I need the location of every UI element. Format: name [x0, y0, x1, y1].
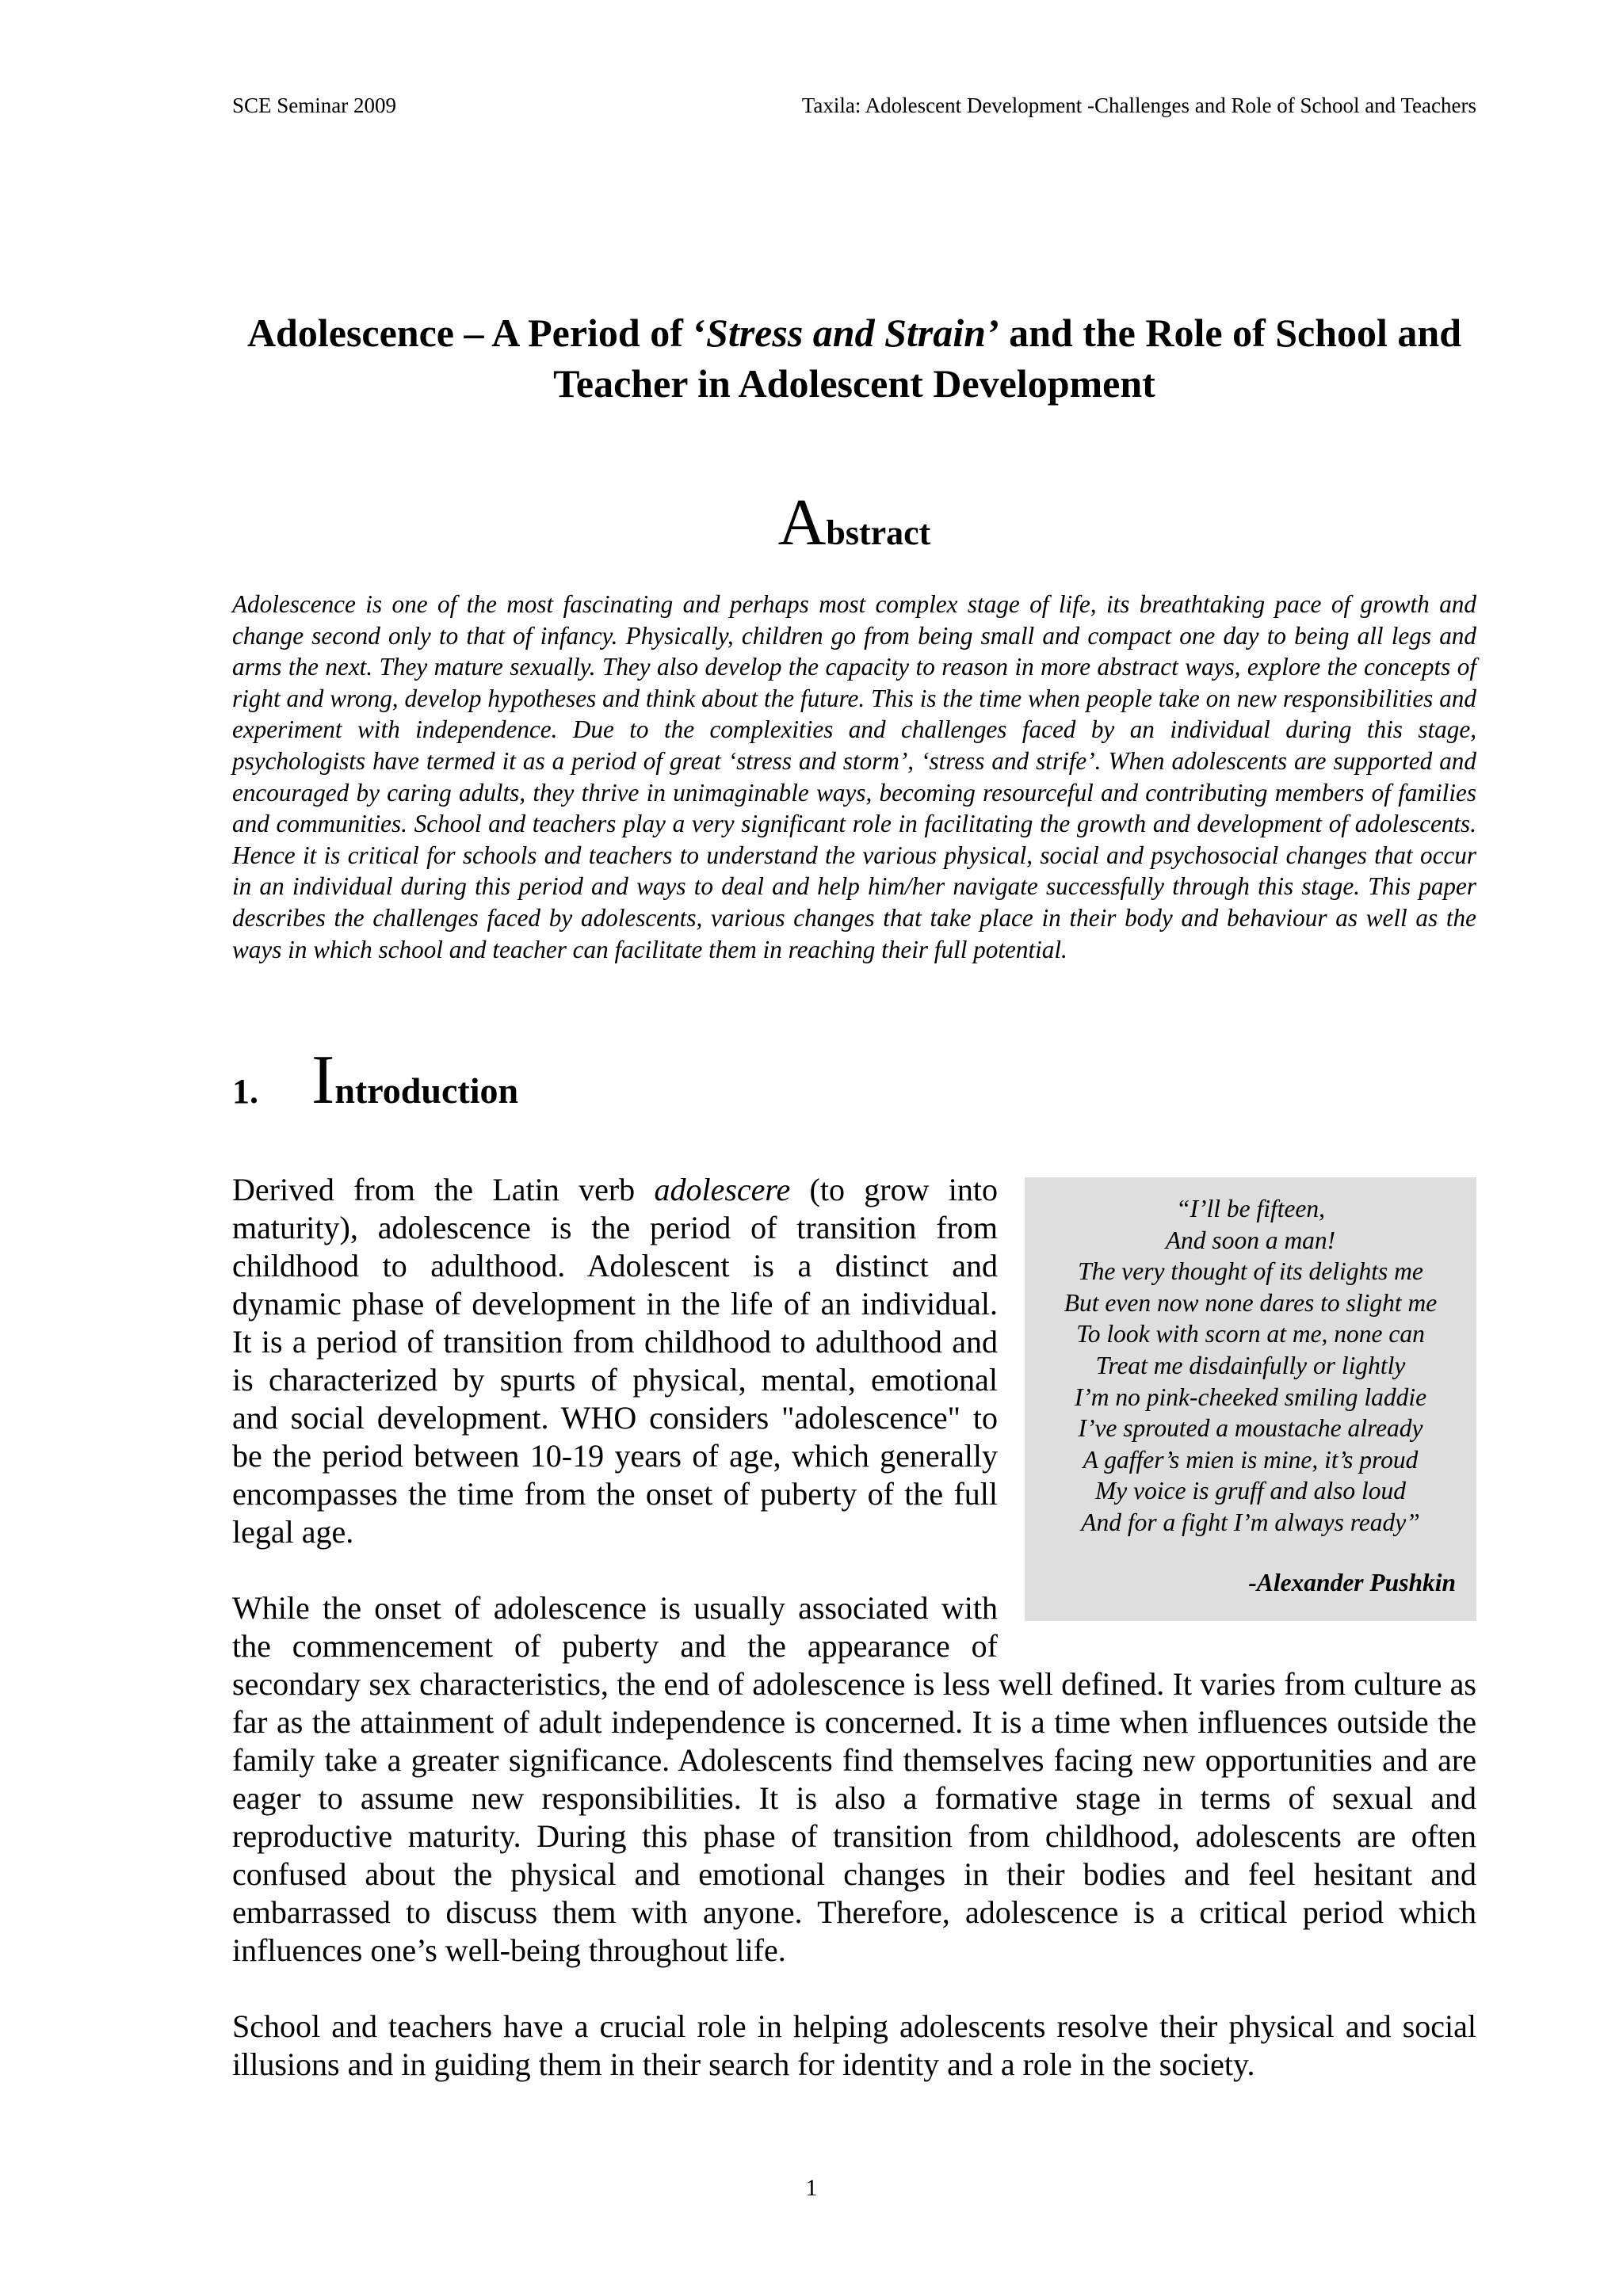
section-heading-initial: I	[311, 1042, 335, 1119]
introduction-body	[232, 1171, 1476, 2122]
p1-before: Derived from the Latin verb	[232, 1172, 655, 1207]
abstract-heading	[232, 486, 1476, 559]
quote-line: The very thought of its delights me	[1078, 1257, 1423, 1286]
title-part-1: Adolescence – A Period of ‘	[246, 311, 707, 355]
abstract-heading-initial: A	[777, 486, 827, 559]
header-left: SCE Seminar 2009	[232, 93, 396, 117]
header-right: Taxila: Adolescent Development -Challenges and Role of School and Teachers	[801, 93, 1476, 117]
paper-title	[232, 307, 1476, 409]
abstract-heading-rest: bstract	[826, 513, 931, 552]
quote-author: -Alexander Pushkin	[1248, 1568, 1456, 1596]
quote-line: My voice is gruff and also loud	[1095, 1477, 1406, 1505]
quote-line: And for a fight I’m always ready”	[1081, 1508, 1420, 1536]
quote-line: I’ve sprouted a moustache already	[1078, 1414, 1423, 1443]
quote-line: To look with scorn at me, none can	[1076, 1320, 1425, 1348]
running-header	[232, 93, 1476, 118]
pushkin-quote-box	[1025, 1177, 1476, 1621]
section-number: 1.	[232, 1072, 258, 1111]
p1-after: (to grow into maturity), adolescence is the period of transition from childhood to adulthood. Adolescent is a distinct and dynamic phase of development in the life of an individual. It is a period of transition from childhood to adulthood and is characterized by spurts of physical, mental, emotional and social development. WHO considers "adolescence" to be the period between 10-19 years of age, which generally encompasses the time from the onset of puberty of the full legal age.	[232, 1172, 999, 1550]
intro-paragraph-3: School and teachers have a crucial role in helping adolescents resolve their physical and social illusions and in guiding them in their search for identity and a role in the society.	[232, 2008, 1476, 2082]
title-italic: Stress and Strain’	[706, 311, 999, 355]
quote-line: But even now none dares to slight me	[1064, 1288, 1438, 1317]
p1-latin-term: adolescere	[654, 1172, 791, 1207]
title-part-2: and the Role of School and Teacher in Adolescent Development	[553, 311, 1462, 406]
abstract-text: Adolescence is one of the most fascinating and perhaps most complex stage of life, its breathtaking pace of growth and change second only to that of infancy. Physically, children go from being small and compact one day to being all legs and arms the next. They mature sexually. They also develop the capacity to reason in more abstract ways, explore the concepts of right and wrong, develop hypotheses and think about the future. This is the time when people take on new responsibilities and experiment with independence. Due to the complexities and challenges faced by an individual during this stage, psychologists have termed it as a period of great ‘stress and storm’, ‘stress and strife’. When adolescents are supported and encouraged by caring adults, they thrive in unimaginable ways, becoming resourceful and contributing members of families and communities. School and teachers play a very significant role in facilitating the growth and development of adolescents. Hence it is critical for schools and teachers to understand the various physical, social and psychosocial changes that occur in an individual during this period and ways to deal and help him/her navigate successfully through this stage. This paper describes the challenges faced by adolescents, various changes that take place in their body and behaviour as well as the ways in which school and teacher can facilitate them in reaching their full potential.	[232, 590, 1476, 963]
quote-line: And soon a man!	[1165, 1226, 1336, 1254]
page-number: 1	[805, 2175, 818, 2201]
intro-paragraph-2: While the onset of adolescence is usually associated with the commencement of puberty and the appearance of secondary sex characteristics, the end of adolescence is less well defined. It varies from culture as far as the attainment of adult independence is concerned. It is a time when influences outside the family take a greater significance. Adolescents find themselves facing new opportunities and are eager to assume new responsibilities. It is also a formative stage in terms of sexual and reproductive maturity. During this phase of transition from childhood, adolescents are often confused about the physical and emotional changes in their bodies and feel hesitant and embarrassed to discuss them with anyone. Therefore, adolescence is a critical period which influences one’s well-being throughout life.	[232, 1590, 1476, 1968]
quote-line: Treat me disdainfully or lightly	[1095, 1351, 1406, 1379]
section-heading-rest: ntroduction	[334, 1070, 519, 1111]
quote-line: “I’ll be fifteen,	[1175, 1195, 1326, 1222]
quote-line: I’m no pink-cheeked smiling laddie	[1074, 1383, 1427, 1411]
section-heading-introduction	[232, 1042, 945, 1119]
quote-line: A gaffer’s mien is mine, it’s proud	[1083, 1445, 1419, 1474]
